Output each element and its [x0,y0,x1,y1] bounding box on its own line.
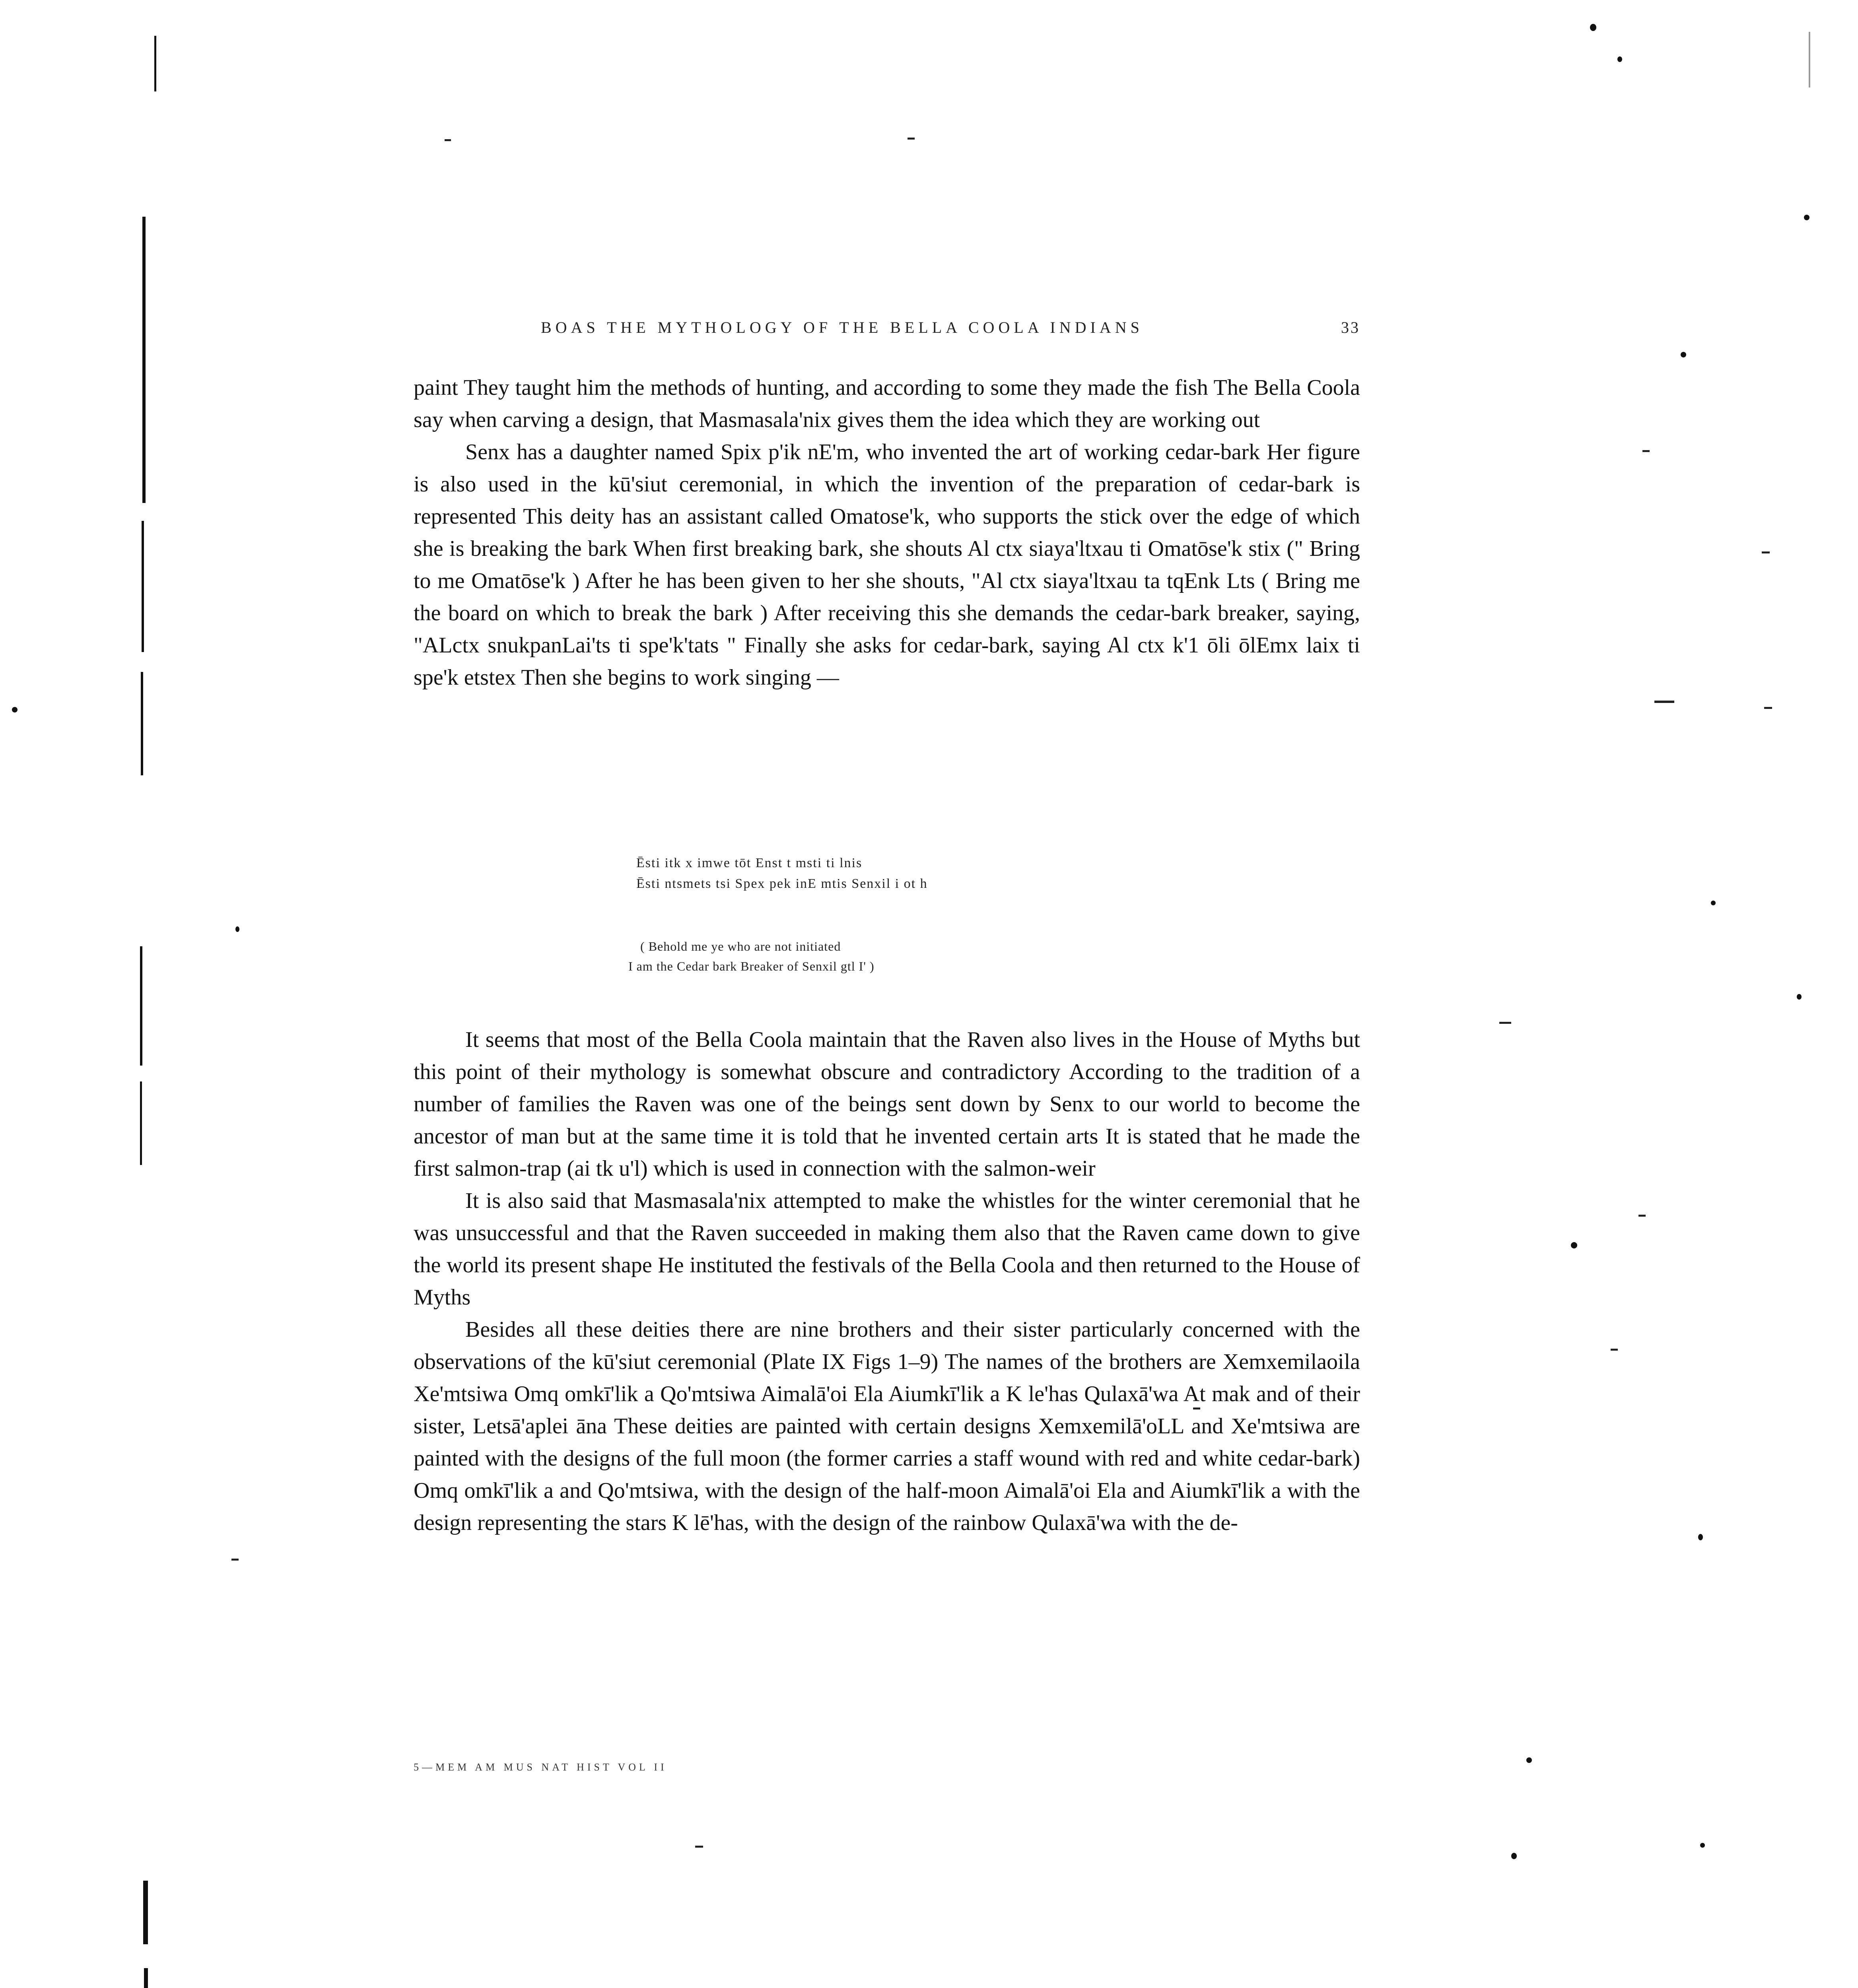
scan-dash [231,1559,239,1561]
song-translation-line-2: I am the Cedar bark Breaker of Senxil gtl I' ) [628,959,875,973]
scan-speck [12,707,17,712]
scan-speck [1511,1853,1517,1859]
scan-speck [1700,1843,1705,1848]
scan-speck [1590,24,1596,31]
scan-dash [1611,1349,1618,1351]
paragraph-3: It seems that most of the Bella Coola maintain that the Raven also lives in the House of Myths but this point of their mythology is somewhat obscure and contradictory According to the tradition of a number of families the Raven was one of the beings sent down by Senx to our world to become the ancestor of man but at the same time it is told that he invented certain arts It is stated that he made the first salmon-trap (ai tk u'l) which is used in connection with the salmon-weir [414,1027,1360,1181]
scan-speck [1571,1242,1577,1248]
scan-dash [695,1846,703,1848]
scan-speck [1804,215,1809,220]
scan-speck [1711,901,1716,905]
binding-edge-mark [154,36,156,91]
page-header [414,318,1360,342]
body-text-top [414,372,1360,694]
paragraph-2: Senx has a daughter named Spix p'ik nE'm, who invented the art of working cedar-bark Her figure is also used in the kū'siut ceremonial, in which the invention of the preparation of cedar-bark is represented This deity has an assistant called Omatose'k, who supports the stick over the edge of which she is breaking the bark When first breaking bark, she shouts Al ctx siaya'ltxau ti Omatōse'k stix (" Bring to me Omatōse'k ) After he has been given to her she shouts, "Al ctx siaya'ltxau ta tqEnk Lts ( Bring me the board on which to break the bark ) After receiving this she demands the cedar-bark breaker, saying, "ALctx snukpanLai'ts ti spe'k'tats " Finally she asks for cedar-bark, saying Al ctx k'1 ōli ōlEmx laix ti spe'k etstex Then she begins to work singing — [414,440,1360,690]
binding-edge-mark [143,1881,148,1944]
scan-dash [1654,701,1674,703]
binding-edge-mark [1809,32,1810,87]
paragraph-5: Besides all these deities there are nine brothers and their sister particularly concerned with the observations of the kū'siut ceremonial (Plate IX Figs 1–9) The names of the brothers are Xemxemilaoila Xe'mtsiwa Omq omkī'lik a Qo'mtsiwa Aimalā'oi Ela Aiumkī'lik a K le'has Qulaxā'wa At mak and of their sister, Letsā'aplei āna These deities are painted with certain designs Xemxemilā'oLL and Xe'mtsiwa are painted with the designs of the full moon (the former carries a staff wound with red and white cedar-bark) Omq omkī'lik a and Qo'mtsiwa, with the design of the half-moon Aimalā'oi Ela and Aiumkī'lik a with the design representing the stars K lē'has, with the design of the rainbow Qulaxā'wa with the de- [414,1317,1360,1535]
binding-edge-mark [142,217,146,503]
running-title: BOAS THE MYTHOLOGY OF THE BELLA COOLA INDIANS [541,318,1143,336]
binding-edge-mark [142,521,144,652]
scan-dash [1764,707,1772,709]
footer-note: 5—MEM AM MUS NAT HIST VOL II [414,1761,667,1773]
binding-edge-mark [141,672,143,775]
scan-speck [1681,352,1686,357]
scan-speck [1617,56,1622,62]
scan-dash [1642,450,1650,452]
song-verse [636,853,1173,894]
song-line-2: Ēsti ntsmets tsi Spex pek inE mtis Senxil i ot h [636,876,928,891]
song-line-1: Ēsti itk x imwe tōt Enst t msti ti lnis [636,856,863,870]
paragraph-1: paint They taught him the methods of hunting, and according to some they made the fish The Bella Coola say when carving a design, that Masmasala'nix gives them the idea which they are working out [414,375,1360,432]
scan-dash [908,138,915,140]
scan-dash [445,139,451,141]
page-number: 33 [1341,318,1360,336]
song-translation-line-1: ( Behold me ye who are not initiated [640,939,841,953]
scan-dash [1193,1408,1200,1409]
song-translation [628,936,1125,976]
scan-speck [1698,1534,1703,1540]
body-text-bottom [414,1024,1360,1539]
scan-speck [235,926,239,932]
scan-speck [1526,1757,1532,1763]
binding-edge-mark [140,946,142,1066]
binding-edge-mark [140,1081,142,1165]
scan-dash [1762,551,1770,553]
scan-speck [1797,994,1802,1000]
scan-dash [1638,1215,1646,1217]
scan-dash [1499,1022,1511,1024]
binding-edge-mark [144,1968,148,1988]
paragraph-4: It is also said that Masmasala'nix attempted to make the whistles for the winter ceremonial that he was unsuccessful and that the Raven succeeded in making them also that the Raven came down to give the world its present shape He instituted the festivals of the Bella Coola and then returned to the House of Myths [414,1188,1360,1310]
